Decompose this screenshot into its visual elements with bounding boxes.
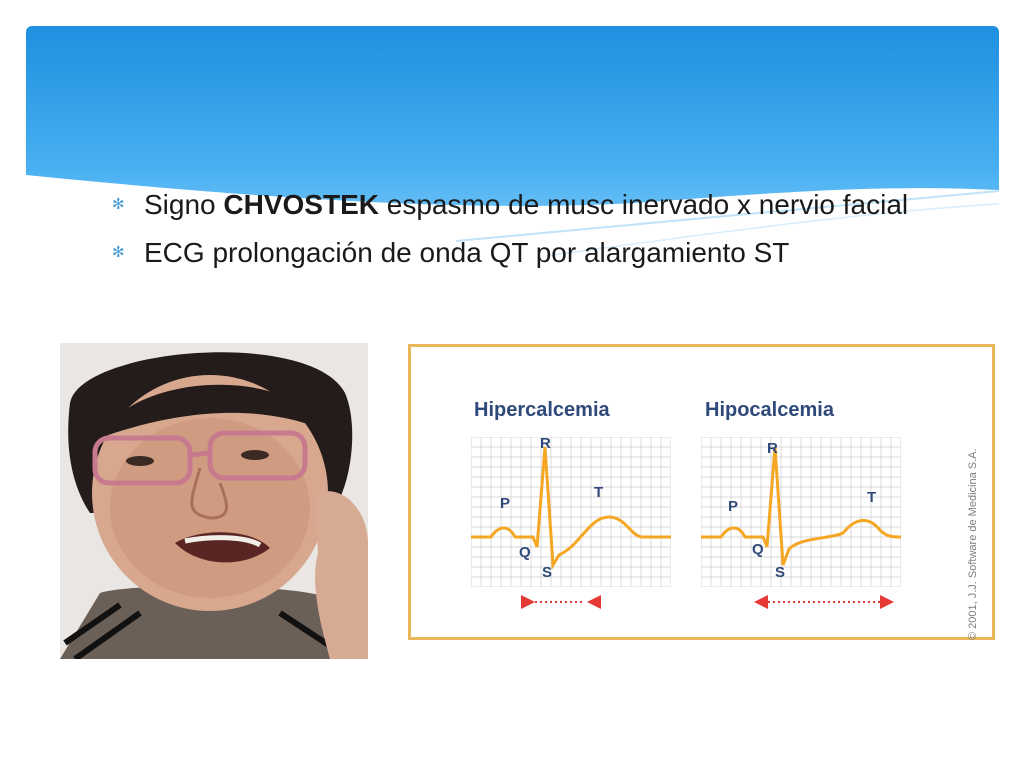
- bullet-text-lead: Signo: [144, 189, 224, 220]
- bullet-star-icon: ✻: [112, 196, 125, 213]
- bullet-list: [112, 186, 942, 282]
- label-p-right: P: [728, 498, 739, 515]
- label-q-left: Q: [519, 544, 531, 561]
- ecg-hipercalcemia-trace: [471, 437, 671, 587]
- bullet-star-icon: ✻: [112, 244, 125, 261]
- label-q-right: Q: [752, 541, 764, 558]
- title-hipercalcemia: Hipercalcemia: [474, 399, 610, 421]
- label-r-left: R: [540, 435, 551, 452]
- patient-photo: [60, 343, 368, 659]
- ecg-comparison-panel: [408, 344, 995, 640]
- bullet-chvostek: [112, 186, 942, 224]
- label-p-left: P: [500, 495, 511, 512]
- label-r-right: R: [767, 440, 778, 457]
- label-t-left: T: [594, 484, 604, 501]
- qt-arrow-long: [754, 595, 894, 609]
- title-hipocalcemia: Hipocalcemia: [705, 399, 834, 421]
- label-s-right: S: [775, 564, 786, 581]
- copyright-text: © 2001, J.J. Software de Medicina S.A.: [967, 448, 979, 640]
- label-t-right: T: [867, 489, 877, 506]
- bullet-ecg: [112, 234, 942, 272]
- bullet-text: ECG prolongación de onda QT por alargamiento ST: [144, 237, 790, 268]
- qt-arrow-short: [521, 595, 601, 609]
- label-s-left: S: [542, 564, 553, 581]
- patient-photo-image: [60, 343, 368, 659]
- bullet-text-bold: CHVOSTEK: [223, 189, 379, 220]
- bullet-text-rest: espasmo de musc inervado x nervio facial: [378, 189, 909, 220]
